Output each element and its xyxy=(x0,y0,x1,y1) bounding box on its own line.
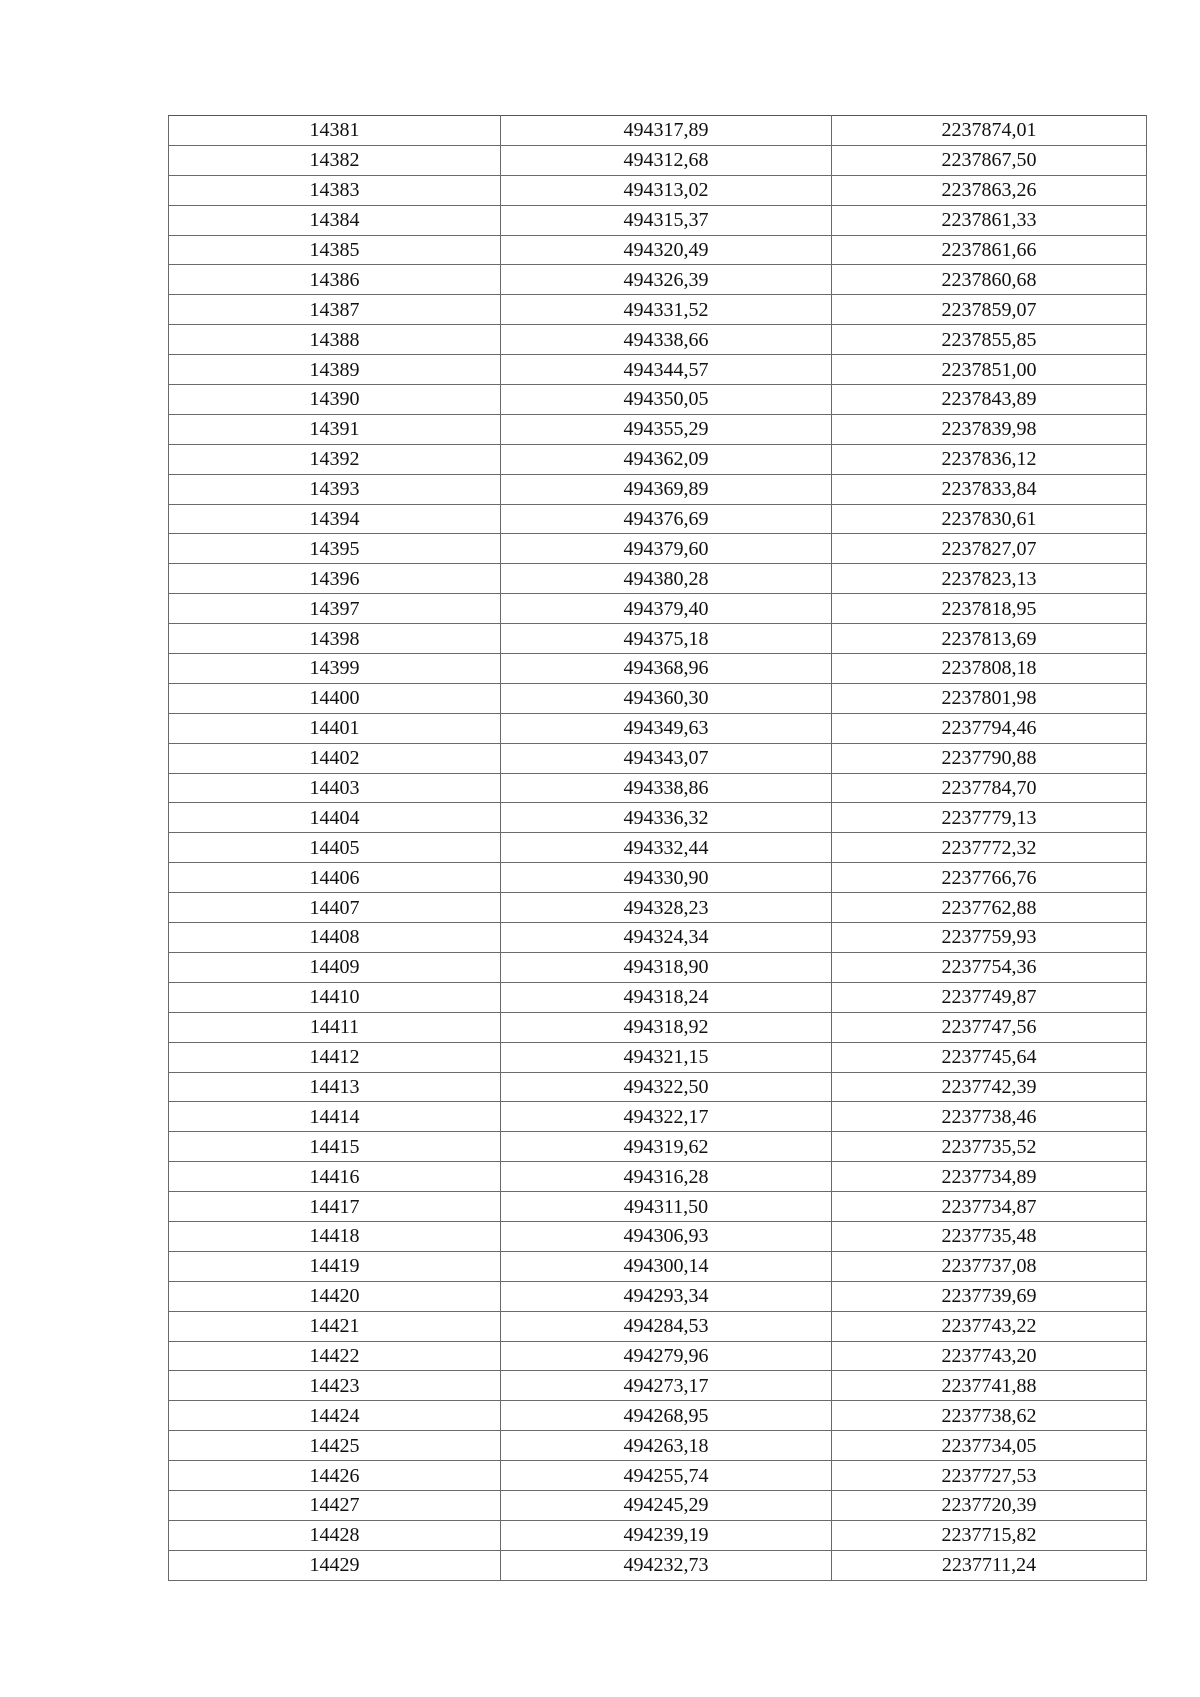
point-number-cell: 14424 xyxy=(169,1401,501,1431)
table-row xyxy=(169,624,1147,654)
point-number-cell: 14419 xyxy=(169,1251,501,1281)
table-row xyxy=(169,175,1147,205)
table-row xyxy=(169,534,1147,564)
table-row xyxy=(169,265,1147,295)
table-row xyxy=(169,1012,1147,1042)
y-coordinate-cell: 2237801,98 xyxy=(832,683,1147,713)
y-coordinate-cell: 2237734,89 xyxy=(832,1162,1147,1192)
table-row xyxy=(169,1341,1147,1371)
y-coordinate-cell: 2237743,20 xyxy=(832,1341,1147,1371)
y-coordinate-cell: 2237874,01 xyxy=(832,116,1147,146)
point-number-cell: 14384 xyxy=(169,205,501,235)
y-coordinate-cell: 2237745,64 xyxy=(832,1042,1147,1072)
table-row xyxy=(169,1221,1147,1251)
point-number-cell: 14387 xyxy=(169,295,501,325)
x-coordinate-cell: 494350,05 xyxy=(501,385,832,415)
y-coordinate-cell: 2237759,93 xyxy=(832,923,1147,953)
point-number-cell: 14414 xyxy=(169,1102,501,1132)
table-row xyxy=(169,1520,1147,1550)
y-coordinate-cell: 2237762,88 xyxy=(832,893,1147,923)
table-row xyxy=(169,414,1147,444)
y-coordinate-cell: 2237843,89 xyxy=(832,385,1147,415)
point-number-cell: 14426 xyxy=(169,1461,501,1491)
point-number-cell: 14420 xyxy=(169,1281,501,1311)
x-coordinate-cell: 494255,74 xyxy=(501,1461,832,1491)
point-number-cell: 14409 xyxy=(169,952,501,982)
y-coordinate-cell: 2237851,00 xyxy=(832,355,1147,385)
point-number-cell: 14383 xyxy=(169,175,501,205)
y-coordinate-cell: 2237715,82 xyxy=(832,1520,1147,1550)
point-number-cell: 14394 xyxy=(169,504,501,534)
point-number-cell: 14421 xyxy=(169,1311,501,1341)
table-row xyxy=(169,504,1147,534)
point-number-cell: 14425 xyxy=(169,1431,501,1461)
point-number-cell: 14388 xyxy=(169,325,501,355)
y-coordinate-cell: 2237860,68 xyxy=(832,265,1147,295)
y-coordinate-cell: 2237813,69 xyxy=(832,624,1147,654)
x-coordinate-cell: 494344,57 xyxy=(501,355,832,385)
x-coordinate-cell: 494332,44 xyxy=(501,833,832,863)
y-coordinate-cell: 2237823,13 xyxy=(832,564,1147,594)
x-coordinate-cell: 494317,89 xyxy=(501,116,832,146)
y-coordinate-cell: 2237772,32 xyxy=(832,833,1147,863)
table-row xyxy=(169,145,1147,175)
x-coordinate-cell: 494306,93 xyxy=(501,1221,832,1251)
x-coordinate-cell: 494330,90 xyxy=(501,863,832,893)
x-coordinate-cell: 494324,34 xyxy=(501,923,832,953)
x-coordinate-cell: 494239,19 xyxy=(501,1520,832,1550)
x-coordinate-cell: 494360,30 xyxy=(501,683,832,713)
point-number-cell: 14404 xyxy=(169,803,501,833)
point-number-cell: 14403 xyxy=(169,773,501,803)
point-number-cell: 14390 xyxy=(169,385,501,415)
table-row xyxy=(169,863,1147,893)
y-coordinate-cell: 2237779,13 xyxy=(832,803,1147,833)
table-row xyxy=(169,833,1147,863)
x-coordinate-cell: 494319,62 xyxy=(501,1132,832,1162)
y-coordinate-cell: 2237794,46 xyxy=(832,713,1147,743)
point-number-cell: 14395 xyxy=(169,534,501,564)
coordinates-table xyxy=(168,115,1147,1581)
x-coordinate-cell: 494273,17 xyxy=(501,1371,832,1401)
table-row xyxy=(169,1461,1147,1491)
table-row xyxy=(169,1042,1147,1072)
x-coordinate-cell: 494336,32 xyxy=(501,803,832,833)
table-row xyxy=(169,1371,1147,1401)
table-row xyxy=(169,1401,1147,1431)
x-coordinate-cell: 494322,50 xyxy=(501,1072,832,1102)
y-coordinate-cell: 2237738,62 xyxy=(832,1401,1147,1431)
table-row xyxy=(169,1162,1147,1192)
point-number-cell: 14389 xyxy=(169,355,501,385)
x-coordinate-cell: 494321,15 xyxy=(501,1042,832,1072)
y-coordinate-cell: 2237861,66 xyxy=(832,235,1147,265)
y-coordinate-cell: 2237727,53 xyxy=(832,1461,1147,1491)
x-coordinate-cell: 494362,09 xyxy=(501,444,832,474)
x-coordinate-cell: 494284,53 xyxy=(501,1311,832,1341)
x-coordinate-cell: 494268,95 xyxy=(501,1401,832,1431)
table-row xyxy=(169,743,1147,773)
y-coordinate-cell: 2237833,84 xyxy=(832,474,1147,504)
x-coordinate-cell: 494331,52 xyxy=(501,295,832,325)
y-coordinate-cell: 2237742,39 xyxy=(832,1072,1147,1102)
point-number-cell: 14406 xyxy=(169,863,501,893)
y-coordinate-cell: 2237859,07 xyxy=(832,295,1147,325)
y-coordinate-cell: 2237827,07 xyxy=(832,534,1147,564)
x-coordinate-cell: 494300,14 xyxy=(501,1251,832,1281)
x-coordinate-cell: 494375,18 xyxy=(501,624,832,654)
y-coordinate-cell: 2237735,52 xyxy=(832,1132,1147,1162)
point-number-cell: 14401 xyxy=(169,713,501,743)
x-coordinate-cell: 494232,73 xyxy=(501,1550,832,1580)
y-coordinate-cell: 2237867,50 xyxy=(832,145,1147,175)
x-coordinate-cell: 494322,17 xyxy=(501,1102,832,1132)
y-coordinate-cell: 2237738,46 xyxy=(832,1102,1147,1132)
x-coordinate-cell: 494368,96 xyxy=(501,654,832,684)
table-row xyxy=(169,564,1147,594)
table-row xyxy=(169,355,1147,385)
x-coordinate-cell: 494263,18 xyxy=(501,1431,832,1461)
table-row xyxy=(169,803,1147,833)
point-number-cell: 14413 xyxy=(169,1072,501,1102)
table-row xyxy=(169,1132,1147,1162)
table-row xyxy=(169,952,1147,982)
point-number-cell: 14410 xyxy=(169,982,501,1012)
point-number-cell: 14423 xyxy=(169,1371,501,1401)
table-row xyxy=(169,713,1147,743)
point-number-cell: 14393 xyxy=(169,474,501,504)
point-number-cell: 14396 xyxy=(169,564,501,594)
y-coordinate-cell: 2237711,24 xyxy=(832,1550,1147,1580)
table-row xyxy=(169,1311,1147,1341)
x-coordinate-cell: 494313,02 xyxy=(501,175,832,205)
table-row xyxy=(169,205,1147,235)
x-coordinate-cell: 494318,90 xyxy=(501,952,832,982)
table-row xyxy=(169,295,1147,325)
table-row xyxy=(169,235,1147,265)
table-row xyxy=(169,444,1147,474)
point-number-cell: 14429 xyxy=(169,1550,501,1580)
x-coordinate-cell: 494318,92 xyxy=(501,1012,832,1042)
x-coordinate-cell: 494355,29 xyxy=(501,414,832,444)
y-coordinate-cell: 2237743,22 xyxy=(832,1311,1147,1341)
coordinates-table-body xyxy=(169,116,1147,1581)
table-row xyxy=(169,1192,1147,1222)
y-coordinate-cell: 2237855,85 xyxy=(832,325,1147,355)
x-coordinate-cell: 494316,28 xyxy=(501,1162,832,1192)
x-coordinate-cell: 494245,29 xyxy=(501,1490,832,1520)
point-number-cell: 14399 xyxy=(169,654,501,684)
x-coordinate-cell: 494320,49 xyxy=(501,235,832,265)
y-coordinate-cell: 2237754,36 xyxy=(832,952,1147,982)
x-coordinate-cell: 494379,40 xyxy=(501,594,832,624)
y-coordinate-cell: 2237790,88 xyxy=(832,743,1147,773)
table-row xyxy=(169,1072,1147,1102)
table-row xyxy=(169,683,1147,713)
point-number-cell: 14391 xyxy=(169,414,501,444)
table-row xyxy=(169,1281,1147,1311)
x-coordinate-cell: 494338,86 xyxy=(501,773,832,803)
x-coordinate-cell: 494338,66 xyxy=(501,325,832,355)
x-coordinate-cell: 494279,96 xyxy=(501,1341,832,1371)
x-coordinate-cell: 494312,68 xyxy=(501,145,832,175)
point-number-cell: 14422 xyxy=(169,1341,501,1371)
y-coordinate-cell: 2237836,12 xyxy=(832,444,1147,474)
point-number-cell: 14382 xyxy=(169,145,501,175)
x-coordinate-cell: 494349,63 xyxy=(501,713,832,743)
table-row xyxy=(169,594,1147,624)
table-row xyxy=(169,1251,1147,1281)
table-row xyxy=(169,1102,1147,1132)
table-row xyxy=(169,1550,1147,1580)
table-row xyxy=(169,893,1147,923)
x-coordinate-cell: 494311,50 xyxy=(501,1192,832,1222)
x-coordinate-cell: 494369,89 xyxy=(501,474,832,504)
x-coordinate-cell: 494318,24 xyxy=(501,982,832,1012)
y-coordinate-cell: 2237734,87 xyxy=(832,1192,1147,1222)
table-row xyxy=(169,474,1147,504)
y-coordinate-cell: 2237863,26 xyxy=(832,175,1147,205)
table-row xyxy=(169,325,1147,355)
x-coordinate-cell: 494315,37 xyxy=(501,205,832,235)
point-number-cell: 14412 xyxy=(169,1042,501,1072)
table-row xyxy=(169,385,1147,415)
table-row xyxy=(169,923,1147,953)
point-number-cell: 14415 xyxy=(169,1132,501,1162)
y-coordinate-cell: 2237735,48 xyxy=(832,1221,1147,1251)
x-coordinate-cell: 494328,23 xyxy=(501,893,832,923)
point-number-cell: 14428 xyxy=(169,1520,501,1550)
table-row xyxy=(169,773,1147,803)
y-coordinate-cell: 2237818,95 xyxy=(832,594,1147,624)
y-coordinate-cell: 2237739,69 xyxy=(832,1281,1147,1311)
point-number-cell: 14427 xyxy=(169,1490,501,1520)
point-number-cell: 14385 xyxy=(169,235,501,265)
point-number-cell: 14417 xyxy=(169,1192,501,1222)
point-number-cell: 14402 xyxy=(169,743,501,773)
y-coordinate-cell: 2237737,08 xyxy=(832,1251,1147,1281)
point-number-cell: 14407 xyxy=(169,893,501,923)
x-coordinate-cell: 494343,07 xyxy=(501,743,832,773)
table-row xyxy=(169,982,1147,1012)
y-coordinate-cell: 2237766,76 xyxy=(832,863,1147,893)
point-number-cell: 14386 xyxy=(169,265,501,295)
point-number-cell: 14408 xyxy=(169,923,501,953)
y-coordinate-cell: 2237808,18 xyxy=(832,654,1147,684)
point-number-cell: 14392 xyxy=(169,444,501,474)
point-number-cell: 14405 xyxy=(169,833,501,863)
point-number-cell: 14397 xyxy=(169,594,501,624)
y-coordinate-cell: 2237741,88 xyxy=(832,1371,1147,1401)
y-coordinate-cell: 2237734,05 xyxy=(832,1431,1147,1461)
y-coordinate-cell: 2237747,56 xyxy=(832,1012,1147,1042)
y-coordinate-cell: 2237839,98 xyxy=(832,414,1147,444)
x-coordinate-cell: 494380,28 xyxy=(501,564,832,594)
point-number-cell: 14418 xyxy=(169,1221,501,1251)
x-coordinate-cell: 494376,69 xyxy=(501,504,832,534)
x-coordinate-cell: 494293,34 xyxy=(501,1281,832,1311)
point-number-cell: 14400 xyxy=(169,683,501,713)
table-row xyxy=(169,1490,1147,1520)
table-row xyxy=(169,654,1147,684)
x-coordinate-cell: 494379,60 xyxy=(501,534,832,564)
y-coordinate-cell: 2237749,87 xyxy=(832,982,1147,1012)
point-number-cell: 14381 xyxy=(169,116,501,146)
y-coordinate-cell: 2237720,39 xyxy=(832,1490,1147,1520)
y-coordinate-cell: 2237784,70 xyxy=(832,773,1147,803)
point-number-cell: 14411 xyxy=(169,1012,501,1042)
x-coordinate-cell: 494326,39 xyxy=(501,265,832,295)
table-row xyxy=(169,1431,1147,1461)
point-number-cell: 14416 xyxy=(169,1162,501,1192)
y-coordinate-cell: 2237861,33 xyxy=(832,205,1147,235)
y-coordinate-cell: 2237830,61 xyxy=(832,504,1147,534)
point-number-cell: 14398 xyxy=(169,624,501,654)
table-row xyxy=(169,116,1147,146)
